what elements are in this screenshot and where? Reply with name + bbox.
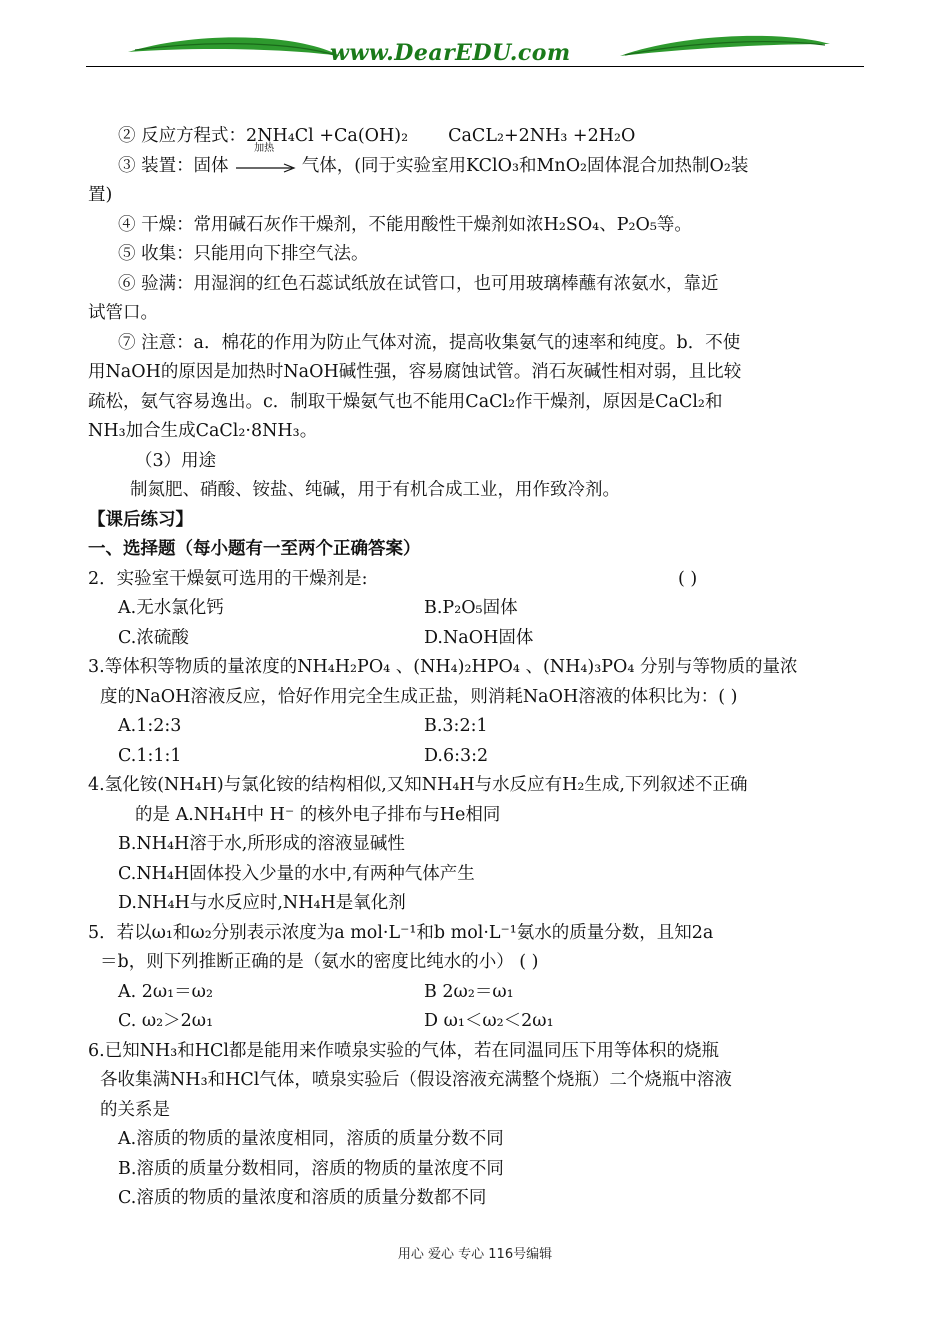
equation-line [88, 122, 868, 152]
apparatus-text: 气体，(同于实验室用KClO₃和MnO₂固体混合加热制O₂装 [301, 155, 749, 176]
text-line: 疏松，氨气容易逸出。c．制取干燥氨气也不能用CaCl₂作干燥剂，原因是CaCl₂和 [88, 391, 723, 412]
question-4-stem: 4.氢化铵(NH₄H)与氯化铵的结构相似,又知NH₄H与水反应有H₂生成,下列叙述不正确 [88, 775, 748, 795]
drying-line: ④ 干燥：常用碱石灰作干燥剂，不能用酸性干燥剂如浓H₂SO₄、P₂O₅等。 [118, 214, 692, 235]
note-line: ⑦ 注意：a．棉花的作用为防止气体对流，提高收集氨气的速率和纯度。b．不使 [118, 332, 741, 353]
text-line: NH₃加合生成CaCl₂·8NH₃。 [88, 421, 318, 441]
page-header [0, 0, 950, 80]
question-5-options-cd [88, 1007, 868, 1037]
option-b: B.P₂O₅固体 [424, 598, 518, 618]
heat-arrow-icon [234, 143, 296, 176]
option-a: A. 2ω₁＝ω₂ [118, 981, 213, 1002]
option-b: B 2ω₂＝ω₁ [424, 981, 514, 1002]
test-full-line: ⑥ 验满：用湿润的红色石蕊试纸放在试管口，也可用玻璃棒蘸有浓氨水，靠近 [118, 273, 719, 294]
site-logo-text: www.DearEDU.com [330, 40, 571, 66]
option-c: C.1:1:1 [118, 745, 182, 766]
uses-text: 制氮肥、硝酸、铵盐、纯碱，用于有机合成工业，用作致冷剂。 [130, 480, 620, 500]
question-6-stem: 6.已知NH₃和HCl都是能用来作喷泉实验的气体，若在同温同压下用等体积的烧瓶 [88, 1040, 720, 1061]
option-b: B.溶质的质量分数相同，溶质的物质的量浓度不同 [118, 1158, 504, 1179]
option-d: D.6:3:2 [424, 745, 489, 766]
question-2-options-cd [88, 624, 868, 654]
question-3-stem: 3.等体积等物质的量浓度的NH₄H₂PO₄ 、(NH₄)₂HPO₄ 、(NH₄)₃PO₄ 分别与等物质的量浓 [88, 657, 798, 677]
question-3-options-ab [88, 712, 868, 742]
document-body [88, 122, 868, 1214]
option-b: B.3:2:1 [424, 716, 488, 736]
option-c: C.浓硫酸 [118, 627, 189, 648]
equation-right: CaCL₂+2NH₃ +2H₂O [448, 126, 636, 146]
text-line: 试管口。 [88, 303, 158, 323]
option-b: B.NH₄H溶于水,所形成的溶液显碱性 [118, 834, 405, 854]
question-6-stem-cont: 各收集满NH₃和HCl气体，喷泉实验后（假设溶液充满整个烧瓶）二个烧瓶中溶液 [100, 1070, 732, 1090]
option-c: C. ω₂＞2ω₁ [118, 1011, 214, 1031]
section-subheading: 一、选择题（每小题有一至两个正确答案） [88, 539, 421, 559]
heat-label: 加热 [254, 143, 275, 154]
question-5-options-ab [88, 978, 868, 1008]
option-c: C.NH₄H固体投入少量的水中,有两种气体产生 [118, 863, 475, 884]
text-line: 用NaOH的原因是加热时NaOH碱性强，容易腐蚀试管。消石灰碱性相对弱，且比较 [88, 362, 742, 382]
question-2-options-ab [88, 594, 868, 624]
text-line: 置) [88, 185, 113, 205]
option-a: A.1:2:3 [118, 716, 182, 736]
option-a: A.无水氯化钙 [118, 598, 224, 618]
answer-paren: ( ) [678, 568, 698, 589]
option-d: D.NH₄H与水反应时,NH₄H是氧化剂 [118, 893, 406, 913]
uses-heading: （3）用途 [135, 450, 217, 471]
question-3-stem-cont: 度的NaOH溶液反应，恰好作用完全生成正盐，则消耗NaOH溶液的体积比为：( ) [100, 686, 738, 707]
apparatus-label: ③ 装置：固体 [118, 155, 229, 176]
collection-line: ⑤ 收集：只能用向下排空气法。 [118, 244, 369, 264]
option-a: A.溶质的物质的量浓度相同，溶质的质量分数不同 [118, 1129, 504, 1149]
page-footer: 用心 爱心 专心 116号编辑 [397, 1247, 553, 1262]
equation-left: ② 反应方程式：2NH₄Cl +Ca(OH)₂ [118, 126, 409, 146]
section-heading: 【课后练习】 [88, 509, 193, 530]
header-rule [86, 66, 864, 67]
question-4-stem-cont: 的是 A.NH₄H中 H⁻ 的核外电子排布与He相同 [135, 804, 501, 825]
option-d: D ω₁＜ω₂＜2ω₁ [424, 1011, 554, 1031]
question-6-stem-cont: 的关系是 [100, 1099, 170, 1120]
apparatus-line [88, 143, 868, 182]
option-c: C.溶质的物质的量浓度和溶质的质量分数都不同 [118, 1188, 487, 1208]
question-5-stem-cont: ＝b，则下列推断正确的是（氨水的密度比纯水的小） ( ) [100, 952, 539, 972]
question-2-stem [88, 565, 868, 595]
question-3-options-cd [88, 742, 868, 772]
option-d: D.NaOH固体 [424, 627, 534, 648]
question-5-stem: 5．若以ω₁和ω₂分别表示浓度为a mol·L⁻¹和b mol·L⁻¹氨水的质量分数，且知2a [88, 922, 714, 943]
question-text: 2．实验室干燥氨可选用的干燥剂是: [88, 568, 368, 589]
